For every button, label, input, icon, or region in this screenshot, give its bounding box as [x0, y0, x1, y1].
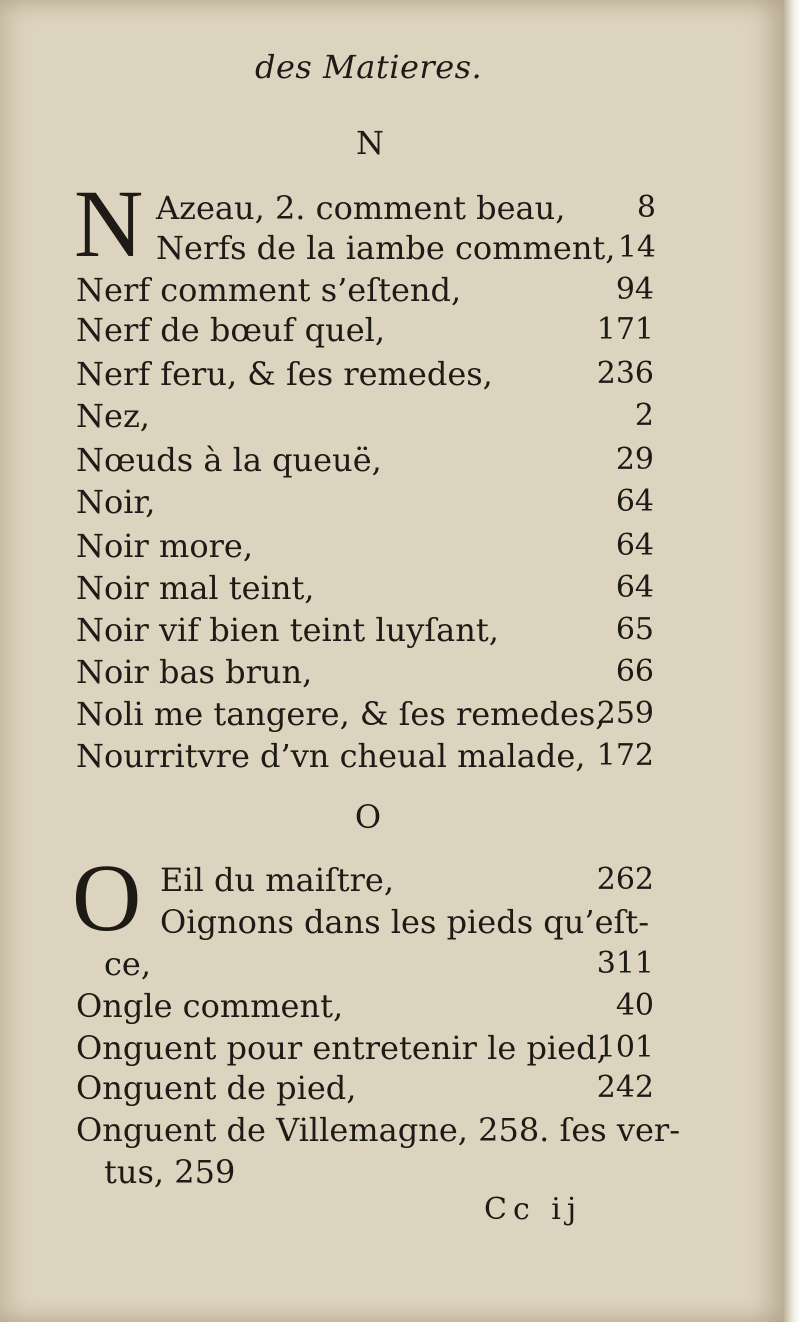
- index-entry: [76, 396, 654, 436]
- entry-text: Noir bas brun,: [76, 653, 313, 691]
- index-entry: [76, 354, 654, 394]
- index-entry: [76, 310, 654, 350]
- entry-page: 14: [617, 230, 656, 265]
- entry-page: 64: [615, 484, 654, 519]
- entry-text: Noir more,: [76, 527, 253, 565]
- entry-text: Nourritvre d’vn cheual malade,: [76, 737, 586, 775]
- entry-text: Azeau, 2. comment beau,: [156, 189, 566, 227]
- entry-text: Oignons dans les pieds qu’eſt-: [160, 903, 650, 941]
- entry-text: Noli me tangere, & ſes remedes,: [76, 695, 606, 733]
- entry-page: 242: [596, 1070, 654, 1105]
- entry-text: Noir vif bien teint luyſant,: [76, 611, 499, 649]
- index-entry: [76, 1110, 681, 1150]
- entry-page: 29: [615, 442, 654, 477]
- entry-page: 40: [615, 988, 654, 1023]
- entry-page: 236: [596, 356, 654, 391]
- index-entry: [76, 610, 654, 650]
- dropcap-o: O: [72, 844, 142, 951]
- index-entry: [76, 440, 654, 480]
- entry-text: Onguent de Villemagne, 258. ſes ver-: [76, 1111, 681, 1149]
- entry-page: 171: [596, 312, 654, 347]
- entry-page: 66: [615, 654, 654, 689]
- dropcap-n: N: [74, 170, 144, 277]
- page-edge: [784, 0, 800, 1322]
- catchword: Cc ij: [484, 1192, 583, 1227]
- entry-text: Nerf feru, & ſes remedes,: [76, 355, 493, 393]
- entry-text: Nerf comment s’eſtend,: [76, 271, 462, 309]
- entry-text: Noir,: [76, 483, 156, 521]
- index-entry: [104, 1152, 654, 1192]
- entry-page: 101: [596, 1030, 654, 1065]
- index-entry: [76, 270, 654, 310]
- index-entry: [76, 986, 654, 1026]
- index-entry: [76, 694, 654, 734]
- running-head: des Matieres.: [255, 48, 483, 86]
- entry-text: Ongle comment,: [76, 987, 344, 1025]
- entry-text: Onguent de pied,: [76, 1069, 357, 1107]
- entry-page: 2: [634, 398, 654, 433]
- section-letter-n: N: [356, 124, 384, 162]
- entry-text: Onguent pour entretenir le pied,: [76, 1029, 607, 1067]
- entry-text: tus, 259: [104, 1153, 236, 1191]
- entry-text: Nez,: [76, 397, 150, 435]
- entry-page: 8: [636, 190, 656, 225]
- entry-text: Eil du maiſtre,: [160, 861, 395, 899]
- entry-page: 64: [615, 570, 654, 605]
- index-entry: [76, 736, 654, 776]
- entry-page: 259: [596, 696, 654, 731]
- entry-text: Noir mal teint,: [76, 569, 315, 607]
- index-entry: [156, 188, 656, 228]
- entry-text: Nerfs de la iambe comment,: [156, 229, 616, 267]
- section-letter-o: O: [354, 798, 382, 836]
- entry-text: Nœuds à la queuë,: [76, 441, 382, 479]
- entry-page: 311: [596, 946, 654, 981]
- entry-text: ce,: [104, 945, 152, 983]
- index-entry: [76, 1068, 654, 1108]
- index-entry: [160, 860, 654, 900]
- index-entry: [76, 1028, 654, 1068]
- entry-page: 64: [615, 528, 654, 563]
- entry-page: 262: [596, 862, 654, 897]
- index-entry: [104, 944, 654, 984]
- index-entry: [76, 568, 654, 608]
- index-entry: [76, 526, 654, 566]
- entry-text: Nerf de bœuf quel,: [76, 311, 386, 349]
- entry-page: 172: [596, 738, 654, 773]
- index-entry: [76, 652, 654, 692]
- entry-page: 94: [615, 272, 654, 307]
- index-entry: [160, 902, 654, 942]
- index-entry: [76, 482, 654, 522]
- index-entry: [156, 228, 656, 268]
- entry-page: 65: [615, 612, 654, 647]
